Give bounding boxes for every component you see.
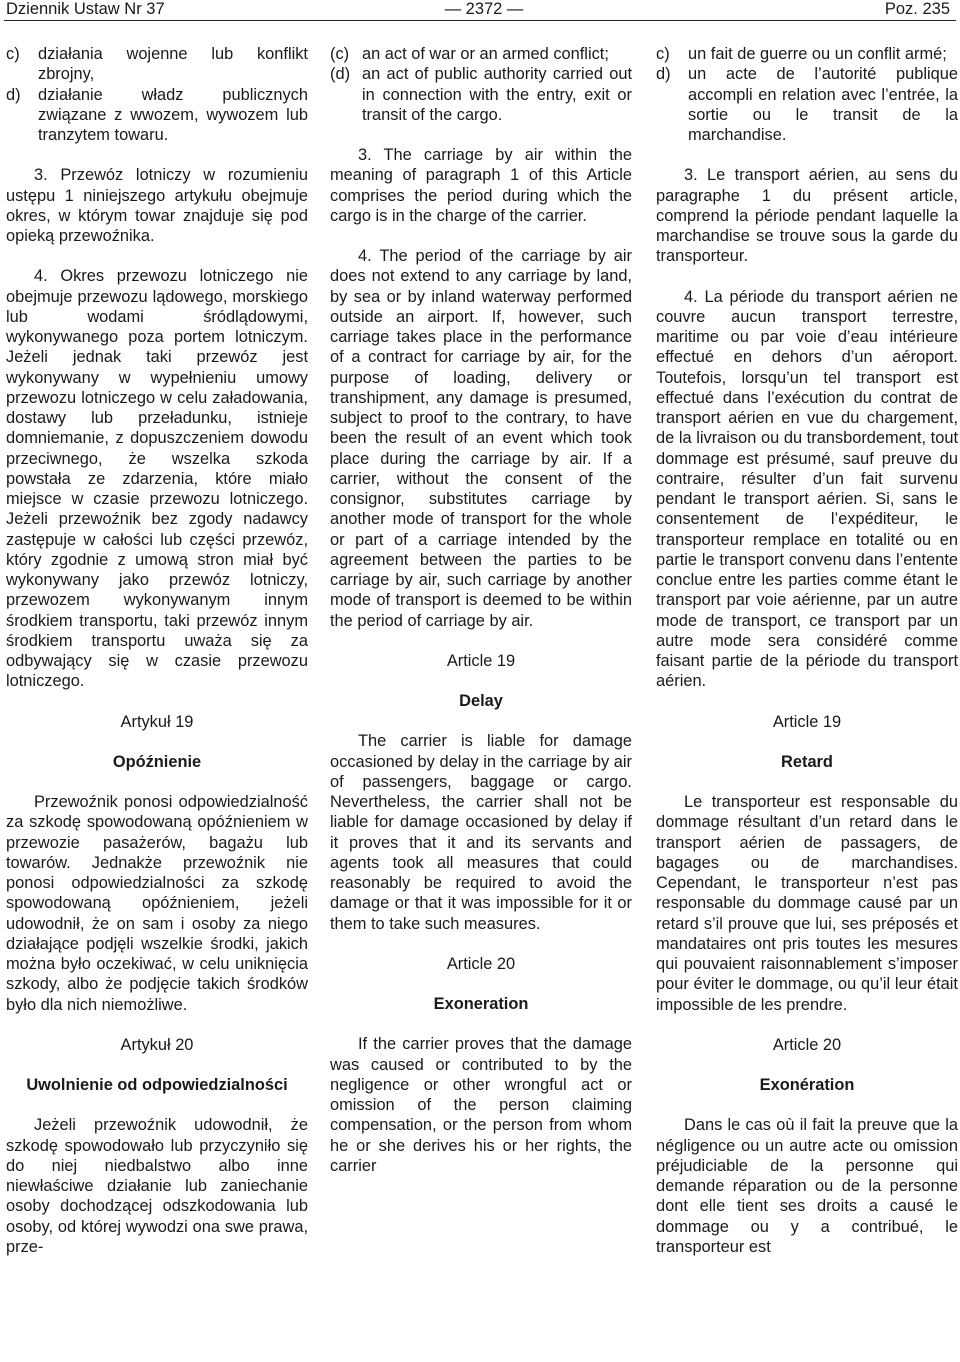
item-text: działania wojenne lub konflikt zbrojny, <box>38 45 308 84</box>
list-item-c <box>6 44 308 85</box>
article-19-text: Przewoźnik ponosi odpowiedzialność za szkodę spowodowaną opóźnieniem w przewozie pasażerów, bagażu lub towarów. Jednakże przewoźnik nie ponosi odpowiedzialności za szkodę spowodowaną opóźnieniem, jeżeli udowodnił, że on sam i osoby za niego działające podjęli wszelkie środki, jakich można było oczekiwać, w celu uniknięcia szkody, albo że podjęcie takich środków było dla nich niemożliwe. <box>6 793 308 1014</box>
paragraph-4: 4. The period of the carriage by air does not extend to any carriage by land, by sea or by inland waterway performed outside an airport. If, however, such carriage takes place in the performance of a contract for carriage by air, for the purpose of loading, delivery or transhipment, any damage is presumed, subject to proof to the contrary, to have been the result of an event which took place during the carriage by air. If a carrier, without the consent of the consignor, substitutes carriage by another mode of transport for the whole or part of a carriage intended by the agreement between the parties to be carriage by air, such carriage by another mode of transport is deemed to be within the period of carriage by air. <box>330 247 632 630</box>
article-19-text: The carrier is liable for damage occasioned by delay in the carriage by air of passengers, baggage or cargo. Nevertheless, the carrier shall not be liable for damage occasioned by delay if it proves that it and its servants and agents took all measures that could reasonably be required to avoid the damage or that it was impossible for it or them to take such measures. <box>330 732 632 933</box>
article-20-text: Jeżeli przewoźnik udowodnił, że szkodę spowodowało lub przyczyniło się do niej niedbalstwo albo inne niewłaściwe działanie lub zaniechanie osoby dochodzącej odszkodowania lub osoby, od której wywodzi ona swe prawa, prze- <box>6 1116 308 1256</box>
item-label: d) <box>6 85 21 104</box>
paragraph-4: 4. La période du transport aérien ne couvre aucun transport terrestre, maritime ou par voie d’eau intérieure effectué en dehors d’un aéroport. Toutefois, lorsqu’un tel transport est effectué dans l’exécution du contrat de transport aérien en vue du chargement, de la livraison ou du transbordement, tout dommage est présumé, sauf preuve du contraire, résulter d’un fait survenu pendant le transport aérien. Si, sans le consentement de l’expéditeur, le transporteur remplace en totalité ou en partie le transport convenu dans l’entente conclue entre les parties comme étant le transport par voie aérienne, par un autre mode de transport, ce transport par un autre mode sera considéré comme faisant partie de la période du transport aérien. <box>656 287 958 691</box>
article-19-title: Retard <box>781 752 833 771</box>
column-polish <box>6 44 308 1257</box>
article-19-heading: Artykuł 19 <box>120 712 194 731</box>
page-header <box>4 0 956 20</box>
article-19-heading: Article 19 <box>772 712 842 731</box>
article-19-title: Opóźnienie <box>112 752 202 771</box>
item-label: d) <box>656 65 671 84</box>
list-item-d <box>6 85 308 146</box>
article-19-text: Le transporteur est responsable du dommage résultant d’un retard dans le transport aérien de passagers, de bagages ou de marchandises. Cependant, le transporteur n’est pas responsable du dommage causé par un retard s’il prouve que lui, ses préposés et mandataires ont pris toutes les mesures qui pouvaient raisonnablement s’imposer pour éviter le dommage, ou qu’il leur était impossible de les prendre. <box>656 793 958 1014</box>
journal-title: Dziennik Ustaw Nr 37 <box>6 0 165 18</box>
list-item-c <box>656 44 958 64</box>
article-20-text: If the carrier proves that the damage was caused or contributed to by the negligence or other wrongful act or omission of the person claiming compensation, or the person from whom he or she derives his or her rights, the carrier <box>330 1035 632 1175</box>
article-20-title: Exonération <box>759 1076 855 1094</box>
item-text: un acte de l’autorité publique accompli en relation avec l’entrée, la sortie ou le transit de la marchandise. <box>688 65 958 144</box>
paragraph-3: 3. Le transport aérien, au sens du paragraphe 1 du présent article, comprend la période pendant laquelle la marchandise se trouve sous la garde du transporteur. <box>656 166 958 266</box>
header-rule <box>4 20 956 21</box>
item-label: (c) <box>330 45 350 63</box>
item-label: c) <box>6 45 20 63</box>
item-label: c) <box>656 45 670 63</box>
article-20-text: Dans le cas où il fait la preuve que la négligence ou un autre acte ou omission préjudiciable de la personne qui demande réparation ou de la personne dont elle tient ses droits a causé le dommage ou y a contribué, le transporteur est <box>656 1116 958 1256</box>
paragraph-4: 4. Okres przewozu lotniczego nie obejmuje przewozu lądowego, morskiego lub wodami śródlądowymi, wykonywanego poza portem lotniczym. Jeżeli jednak taki przewóz jest wykonywany w wypełnieniu umowy przewozu lotniczego w celu załadowania, dostawy lub przeładunku, istnieje domniemanie, z dopuszczeniem dowodu przeciwnego, że wszelka szkoda powstała ze zdarzenia, które miało miejsce w czasie przewozu lotniczego. Jeżeli przewoźnik bez zgody nadawcy zastępuje w całości lub części przewóz, który zgodnie z umową stron miał być wykonywany jako przewóz lotniczy, przewozem wykonywanym innym środkiem transportu, taki przewóz innym środkiem transportu uważa się za odbywający się w czasie przewozu lotniczego. <box>6 267 308 691</box>
article-20-title: Exoneration <box>433 995 529 1013</box>
column-english <box>330 44 632 1176</box>
item-label: (d) <box>330 65 351 84</box>
column-french <box>656 44 958 1257</box>
page-number: — 2372 — <box>444 0 524 18</box>
item-text: an act of war or an armed conflict; <box>362 45 609 63</box>
list-item-d <box>330 64 632 125</box>
paragraph-3: 3. Przewóz lotniczy w rozumieniu ustępu 1 niniejszego artykułu obejmuje okres, w którym towar znajduje się pod opieką przewoźnika. <box>6 166 308 245</box>
paragraph-3: 3. The carriage by air within the meaning of paragraph 1 of this Article comprises the period during which the cargo is in the charge of the carrier. <box>330 146 632 225</box>
article-20-heading: Article 20 <box>772 1035 842 1054</box>
article-20-title: Uwolnienie od odpowiedzialności <box>26 1076 288 1094</box>
item-text: an act of public authority carried out in connection with the entry, exit or transit of the cargo. <box>362 65 632 124</box>
list-item-c <box>330 44 632 64</box>
article-20-heading: Article 20 <box>446 954 516 973</box>
article-19-heading: Article 19 <box>446 651 516 670</box>
position-number: Poz. 235 <box>884 0 950 18</box>
item-text: un fait de guerre ou un conflit armé; <box>688 45 947 63</box>
list-item-d <box>656 64 958 145</box>
article-20-heading: Artykuł 20 <box>120 1035 194 1054</box>
item-text: działanie władz publicznych związane z wwozem, wywozem lub tranzytem towaru. <box>38 85 308 144</box>
article-19-title: Delay <box>459 692 503 710</box>
